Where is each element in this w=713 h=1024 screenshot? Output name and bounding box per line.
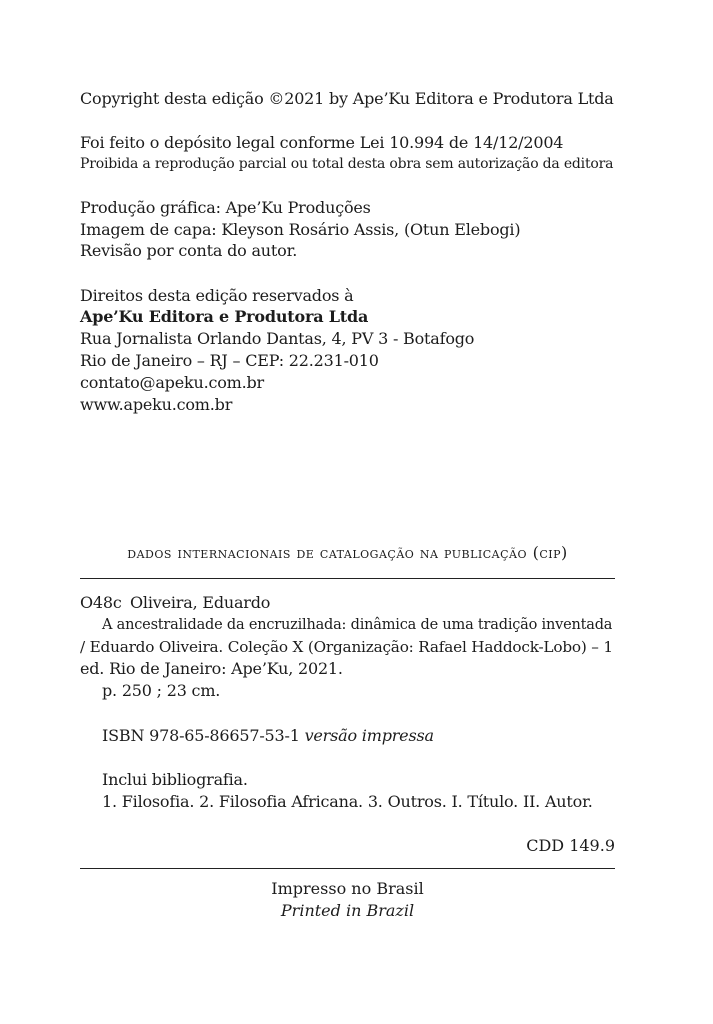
graphic-production-credit: Produção gráfica: Ape’Ku Produções (80, 198, 371, 217)
cip-title-line: A ancestralidade da encruzilhada: dinâmica de uma tradição inventada (102, 617, 613, 633)
revision-credit: Revisão por conta do autor. (80, 241, 298, 260)
cip-bottom-rule (80, 868, 615, 869)
cip-author: Oliveira, Eduardo (130, 593, 271, 612)
cip-isbn: ISBN 978-65-86657-53-1 (102, 726, 300, 745)
publisher-address: Rua Jornalista Orlando Dantas, 4, PV 3 - Botafogo (80, 329, 475, 348)
cip-bibliography: Inclui bibliografia. (102, 770, 248, 789)
printed-in-brazil-pt: Impresso no Brasil (271, 879, 424, 898)
cover-image-credit: Imagem de capa: Kleyson Rosário Assis, (Otun Elebogi) (80, 220, 521, 239)
publisher-name: Ape’Ku Editora e Produtora Ltda (80, 307, 369, 326)
copyright-page (80, 0, 615, 1024)
cip-title-line: / Eduardo Oliveira. Coleção X (Organização: Rafael Haddock-Lobo) – 1 (80, 638, 613, 656)
cip-top-rule (80, 578, 615, 579)
reproduction-notice: Proibida a reprodução parcial ou total desta obra sem autorização da editora (80, 156, 614, 172)
legal-deposit-line: Foi feito o depósito legal conforme Lei 10.994 de 14/12/2004 (80, 133, 564, 152)
cip-cdd: CDD 149.9 (526, 836, 615, 855)
publisher-city: Rio de Janeiro – RJ – CEP: 22.231-010 (80, 351, 379, 370)
publisher-email: contato@apeku.com.br (80, 373, 265, 392)
cip-isbn-note: versão impressa (304, 726, 434, 745)
printed-in-brazil-en: Printed in Brazil (280, 901, 415, 920)
cip-subjects: 1. Filosofia. 2. Filosofia Africana. 3. Outros. I. Título. II. Autor. (102, 792, 593, 811)
cip-heading: dados internacionais de catalogação na publicação (cip) (127, 543, 568, 562)
cip-physical-description: p. 250 ; 23 cm. (102, 681, 221, 700)
cip-isbn-line (102, 726, 434, 746)
rights-reserved-line: Direitos desta edição reservados à (80, 286, 354, 305)
copyright-line: Copyright desta edição ©2021 by Ape’Ku Editora e Produtora Ltda (80, 89, 614, 108)
publisher-website: www.apeku.com.br (80, 395, 233, 414)
cip-call-number: O48c (80, 593, 122, 612)
cip-title-line: ed. Rio de Janeiro: Ape’Ku, 2021. (80, 659, 343, 678)
